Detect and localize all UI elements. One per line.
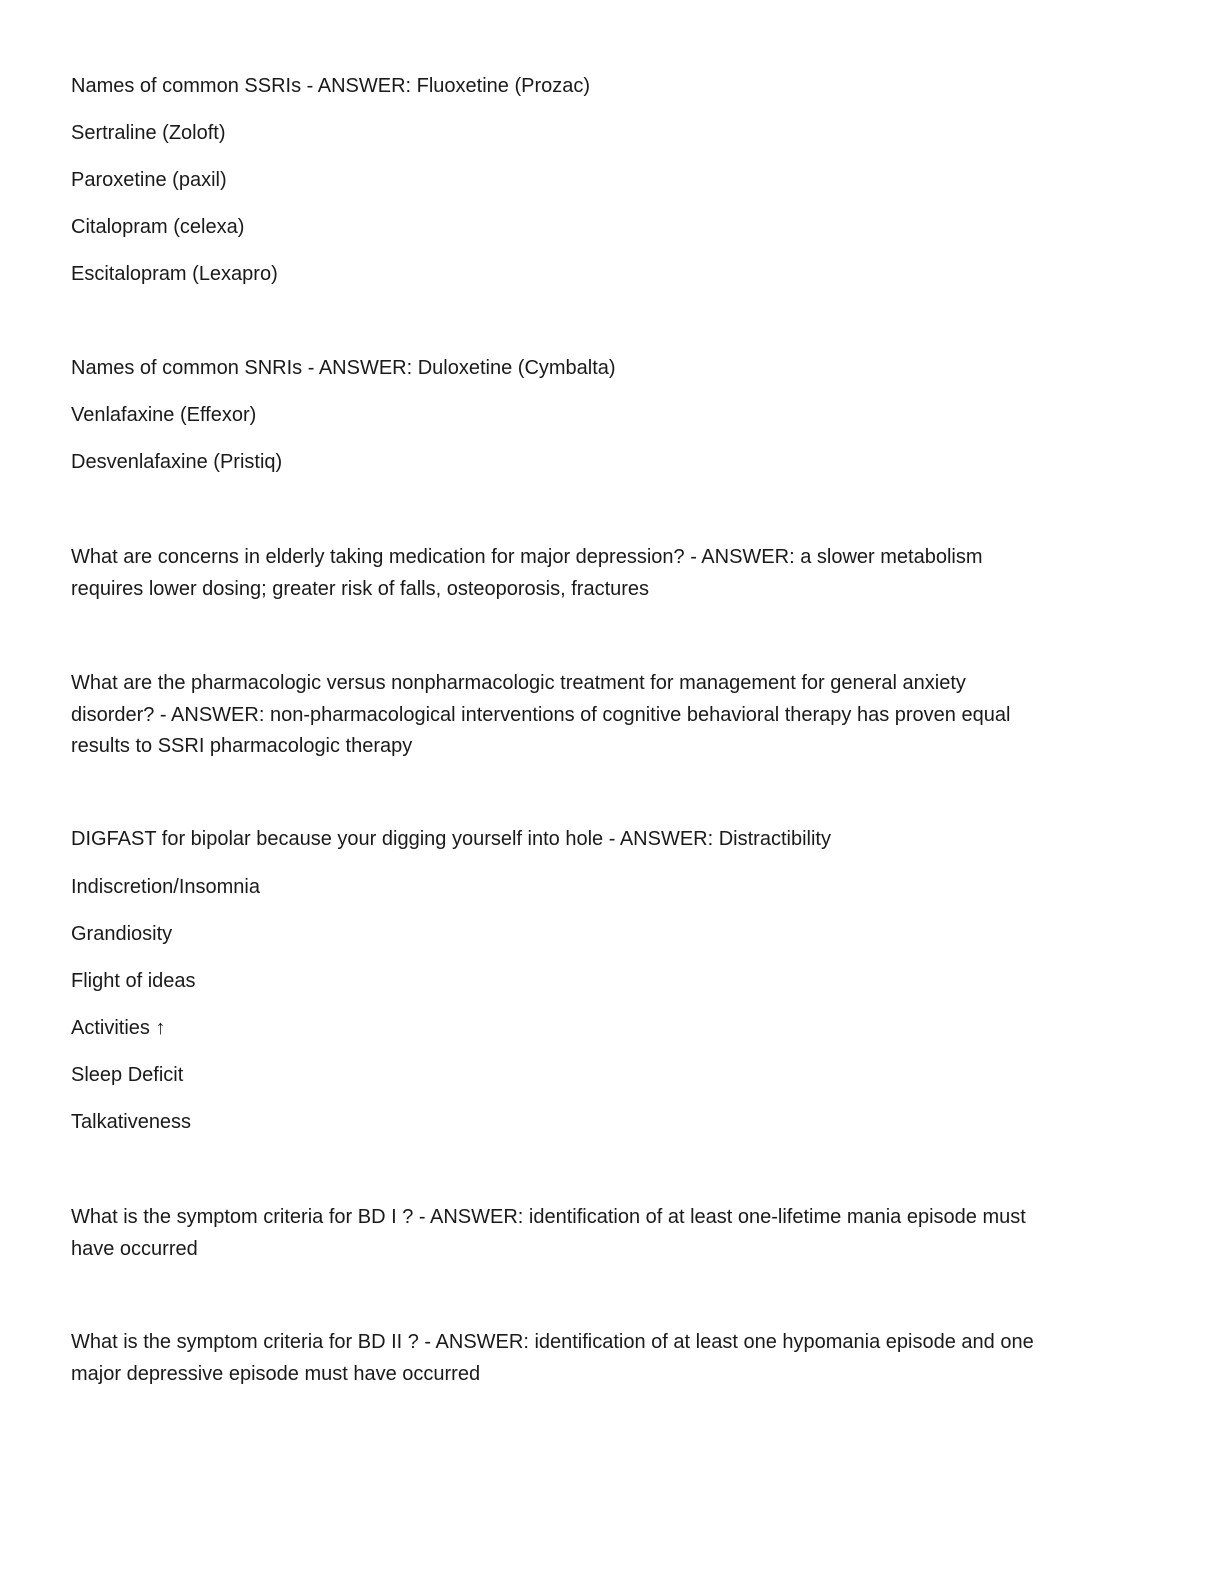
snri-item: Desvenlafaxine (Pristiq) [71,451,283,473]
bd1-line: What is the symptom criteria for BD I ? - ANSWER: identification of at least one-lifetime mania episode must [71,1206,1026,1228]
bd2-question [71,1327,1131,1390]
digfast-item: Flight of ideas [71,970,196,992]
anxiety-line: What are the pharmacologic versus nonpharmacologic treatment for management for general anxiety [71,672,966,694]
anxiety-line: disorder? - ANSWER: non-pharmacological interventions of cognitive behavioral therapy has proven equal [71,703,1011,726]
elderly-line: requires lower dosing; greater risk of falls, osteoporosis, fractures [71,577,650,600]
ssri-item: Paroxetine (paxil) [71,169,227,191]
snri-question: Names of common SNRIs - ANSWER: Duloxetine (Cymbalta) [71,357,616,379]
digfast-item: Activities ↑ [71,1017,166,1039]
bd1-line: have occurred [71,1237,198,1260]
digfast-item: Sleep Deficit [71,1064,184,1086]
elderly-line: What are concerns in elderly taking medication for major depression? - ANSWER: a slower metabolism [71,546,983,568]
bd2-line: What is the symptom criteria for BD II ? - ANSWER: identification of at least one hypomania episode and one [71,1331,1034,1353]
digfast-item: Grandiosity [71,923,173,945]
digfast-item: Indiscretion/Insomnia [71,876,260,898]
ssri-item: Sertraline (Zoloft) [71,122,226,144]
ssri-item: Citalopram (celexa) [71,216,245,238]
anxiety-question [71,668,1131,763]
anxiety-line: results to SSRI pharmacologic therapy [71,735,413,757]
digfast-question: DIGFAST for bipolar because your digging yourself into hole - ANSWER: Distractibility [71,828,831,850]
bd2-line: major depressive episode must have occurred [71,1362,481,1385]
ssri-question: Names of common SSRIs - ANSWER: Fluoxetine (Prozac) [71,75,591,97]
snri-item: Venlafaxine (Effexor) [71,404,257,426]
ssri-item: Escitalopram (Lexapro) [71,263,278,285]
elderly-question [71,542,1131,605]
bd1-question [71,1202,1131,1265]
digfast-item: Talkativeness [71,1111,192,1133]
